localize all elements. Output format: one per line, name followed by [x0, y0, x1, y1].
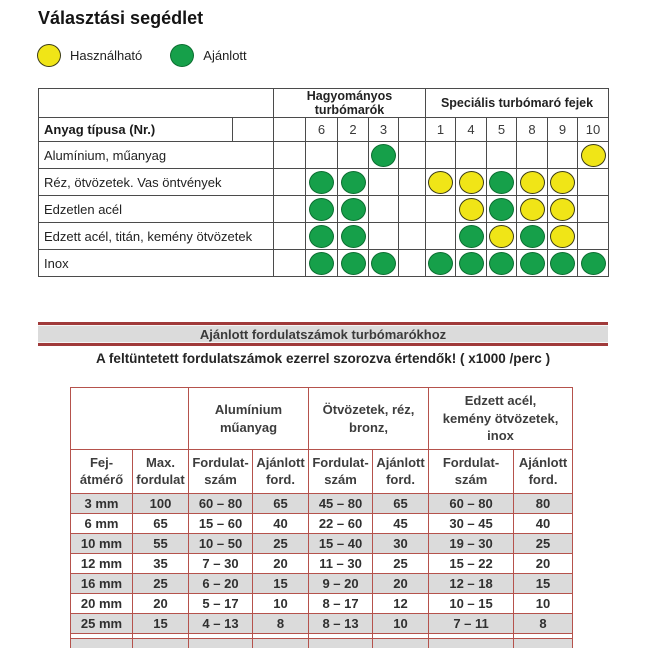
mark-cell: [426, 196, 456, 223]
diameter-cell: 10 mm: [71, 534, 133, 554]
diameter-cell: 16 mm: [71, 574, 133, 594]
speed-row: [71, 614, 573, 634]
recommended-dot: [550, 252, 575, 275]
material-group-header: Edzett acél, kemény ötvözetek, inox: [429, 388, 573, 450]
recommended-dot: [341, 171, 366, 194]
mark-cell: [487, 223, 517, 250]
mark-cell: [399, 250, 426, 277]
mark-cell: [369, 169, 399, 196]
spacer-header: [274, 118, 306, 142]
mark-cell: [338, 142, 369, 169]
recommended-dot: [341, 225, 366, 248]
tool-number-header-row: [39, 118, 609, 142]
usable-dot: [428, 171, 453, 194]
speed-row: [71, 534, 573, 554]
material-label: Réz, ötvözetek. Vas öntvények: [39, 169, 274, 196]
material-label: Edzett acél, titán, kemény ötvözetek: [39, 223, 274, 250]
mark-cell: [274, 250, 306, 277]
material-group-header-row: [71, 388, 573, 450]
mark-cell: [487, 250, 517, 277]
legend-recommended-label: Ajánlott: [203, 48, 247, 63]
mark-cell: [456, 250, 487, 277]
recommended-dot: [489, 171, 514, 194]
column-header: Fej- átmérő: [71, 450, 133, 494]
recommended-dot-icon: [170, 44, 194, 67]
recommended-dot: [520, 252, 545, 275]
tool-number-header: 6: [306, 118, 338, 142]
speed-cell: 10: [253, 594, 309, 614]
mark-cell: [426, 250, 456, 277]
mark-cell: [369, 250, 399, 277]
mark-cell: [399, 196, 426, 223]
mark-cell: [517, 196, 548, 223]
mark-cell: [399, 169, 426, 196]
material-label: Alumínium, műanyag: [39, 142, 274, 169]
material-row: [39, 250, 609, 277]
speed-cell: 15: [253, 574, 309, 594]
column-header: Fordulat- szám: [309, 450, 373, 494]
mark-cell: [306, 142, 338, 169]
mark-cell: [517, 142, 548, 169]
cutoff-cell: [309, 639, 373, 648]
selection-table: [38, 88, 609, 277]
mark-cell: [338, 169, 369, 196]
speed-table: [70, 387, 573, 648]
mark-cell: [426, 223, 456, 250]
mark-cell: [578, 169, 609, 196]
speed-cell: 12 – 18: [429, 574, 514, 594]
speed-cell: 100: [133, 494, 189, 514]
speed-row: [71, 594, 573, 614]
mark-cell: [548, 250, 578, 277]
material-group-header: Alumínium műanyag: [189, 388, 309, 450]
mark-cell: [456, 196, 487, 223]
usable-dot: [459, 198, 484, 221]
speed-cell: 55: [133, 534, 189, 554]
mark-cell: [338, 196, 369, 223]
diameter-cell: 6 mm: [71, 514, 133, 534]
column-group-conventional: Hagyományos turbómarók: [274, 89, 426, 118]
spacer-header: [399, 118, 426, 142]
mark-cell: [426, 142, 456, 169]
speed-cell: 10 – 50: [189, 534, 253, 554]
mark-cell: [274, 142, 306, 169]
usable-dot: [520, 198, 545, 221]
column-group-special: Speciális turbómaró fejek: [426, 89, 609, 118]
usable-dot: [459, 171, 484, 194]
mark-cell: [338, 250, 369, 277]
mark-cell: [548, 223, 578, 250]
speed-column-header-row: [71, 450, 573, 494]
speed-cell: 7 – 30: [189, 554, 253, 574]
material-row: [39, 169, 609, 196]
speed-row: [71, 494, 573, 514]
tool-number-header: 1: [426, 118, 456, 142]
mark-cell: [369, 196, 399, 223]
speed-cell: 40: [514, 514, 573, 534]
mark-cell: [578, 250, 609, 277]
speed-row: [71, 554, 573, 574]
speed-cell: 15 – 60: [189, 514, 253, 534]
recommended-dot: [309, 171, 334, 194]
mark-cell: [548, 169, 578, 196]
recommended-dot: [341, 198, 366, 221]
recommended-dot: [489, 252, 514, 275]
tool-number-header: 8: [517, 118, 548, 142]
multiplier-note: A feltüntetett fordulatszámok ezerrel szorozva értendők! ( x1000 /perc ): [95, 351, 551, 366]
recommended-dot: [459, 225, 484, 248]
speed-cell: 20: [373, 574, 429, 594]
column-header: Fordulat- szám: [429, 450, 514, 494]
speed-cell: 40: [253, 514, 309, 534]
speed-cell: 10: [373, 614, 429, 634]
cutoff-cell: [429, 639, 514, 648]
legend-usable-label: Használható: [70, 48, 143, 63]
speed-cell: 20: [133, 594, 189, 614]
speed-cell: 15 – 22: [429, 554, 514, 574]
column-header: Ajánlott ford.: [373, 450, 429, 494]
mark-cell: [274, 196, 306, 223]
column-header: Ajánlott ford.: [253, 450, 309, 494]
tool-number-header: 2: [338, 118, 369, 142]
speed-cell: 4 – 13: [189, 614, 253, 634]
mark-cell: [369, 223, 399, 250]
spacer-header: [233, 118, 274, 142]
speed-cell: 7 – 11: [429, 614, 514, 634]
speed-cell: 45 – 80: [309, 494, 373, 514]
recommended-dot: [309, 198, 334, 221]
usable-dot: [550, 171, 575, 194]
speed-cell: 25: [133, 574, 189, 594]
speed-cell: 80: [514, 494, 573, 514]
speed-cell: 65: [133, 514, 189, 534]
legend-item-recommended: [170, 44, 246, 67]
speed-cell: 20: [253, 554, 309, 574]
mark-cell: [426, 169, 456, 196]
material-row: [39, 142, 609, 169]
speed-cell: 45: [373, 514, 429, 534]
recommended-dot: [459, 252, 484, 275]
speed-cell: 8 – 13: [309, 614, 373, 634]
mark-cell: [578, 223, 609, 250]
speed-cell: 25: [373, 554, 429, 574]
diameter-cell: 3 mm: [71, 494, 133, 514]
usable-dot: [550, 198, 575, 221]
speed-cell: 60 – 80: [189, 494, 253, 514]
speed-cell: 8: [514, 614, 573, 634]
mark-cell: [399, 223, 426, 250]
mark-cell: [517, 250, 548, 277]
legend: [37, 44, 247, 67]
speed-cell: 6 – 20: [189, 574, 253, 594]
usable-dot: [581, 144, 606, 167]
speed-cell: 9 – 20: [309, 574, 373, 594]
column-header: Fordulat- szám: [189, 450, 253, 494]
speed-cell: 8: [253, 614, 309, 634]
speed-cell: 25: [514, 534, 573, 554]
mark-cell: [306, 250, 338, 277]
mark-cell: [306, 223, 338, 250]
recommended-dot: [520, 225, 545, 248]
mark-cell: [517, 169, 548, 196]
speed-cell: 19 – 30: [429, 534, 514, 554]
diameter-cell: 12 mm: [71, 554, 133, 574]
mark-cell: [517, 223, 548, 250]
material-group-header: Ötvözetek, réz, bronz,: [309, 388, 429, 450]
mark-cell: [578, 142, 609, 169]
cutoff-cell: [133, 639, 189, 648]
mark-cell: [399, 142, 426, 169]
mark-cell: [487, 196, 517, 223]
material-row: [39, 196, 609, 223]
speed-cell: 10 – 15: [429, 594, 514, 614]
tool-number-header: 5: [487, 118, 517, 142]
recommended-dot: [309, 252, 334, 275]
column-header: Max. fordulat: [133, 450, 189, 494]
speed-cell: 22 – 60: [309, 514, 373, 534]
usable-dot-icon: [37, 44, 61, 67]
tool-number-header: 4: [456, 118, 487, 142]
cutoff-row-gray: [71, 639, 573, 648]
page-title: Választási segédlet: [38, 8, 204, 28]
mark-cell: [274, 223, 306, 250]
speed-cell: 20: [514, 554, 573, 574]
cutoff-cell: [71, 639, 133, 648]
mark-cell: [306, 196, 338, 223]
usable-dot: [489, 225, 514, 248]
mark-cell: [548, 196, 578, 223]
cutoff-cell: [373, 639, 429, 648]
speed-table-corner-cell: [71, 388, 189, 450]
material-type-header: Anyag típusa (Nr.): [39, 118, 233, 142]
column-header: Ajánlott ford.: [514, 450, 573, 494]
recommended-speeds-banner: Ajánlott fordulatszámok turbómarókhoz: [38, 322, 608, 346]
selection-table-corner-cell: [39, 89, 274, 118]
mark-cell: [456, 169, 487, 196]
recommended-dot: [489, 198, 514, 221]
speed-cell: 12: [373, 594, 429, 614]
speed-cell: 8 – 17: [309, 594, 373, 614]
mark-cell: [548, 142, 578, 169]
speed-cell: 11 – 30: [309, 554, 373, 574]
tool-number-header: 9: [548, 118, 578, 142]
recommended-dot: [428, 252, 453, 275]
speed-cell: 30: [373, 534, 429, 554]
cutoff-cell: [253, 639, 309, 648]
speed-cell: 60 – 80: [429, 494, 514, 514]
speed-cell: 5 – 17: [189, 594, 253, 614]
mark-cell: [456, 223, 487, 250]
tool-number-header: 3: [369, 118, 399, 142]
recommended-dot: [341, 252, 366, 275]
mark-cell: [578, 196, 609, 223]
speed-cell: 15: [514, 574, 573, 594]
tool-number-header: 10: [578, 118, 609, 142]
mark-cell: [487, 169, 517, 196]
material-label: Inox: [39, 250, 274, 277]
mark-cell: [369, 142, 399, 169]
speed-cell: 15 – 40: [309, 534, 373, 554]
speed-row: [71, 574, 573, 594]
mark-cell: [306, 169, 338, 196]
usable-dot: [550, 225, 575, 248]
tool-group-header-row: [39, 89, 609, 118]
speed-cell: 10: [514, 594, 573, 614]
speed-cell: 65: [253, 494, 309, 514]
mark-cell: [456, 142, 487, 169]
diameter-cell: 25 mm: [71, 614, 133, 634]
recommended-dot: [371, 252, 396, 275]
speed-cell: 15: [133, 614, 189, 634]
recommended-dot: [581, 252, 606, 275]
speed-row: [71, 514, 573, 534]
cutoff-cell: [189, 639, 253, 648]
material-row: [39, 223, 609, 250]
speed-cell: 35: [133, 554, 189, 574]
usable-dot: [520, 171, 545, 194]
speed-cell: 65: [373, 494, 429, 514]
mark-cell: [338, 223, 369, 250]
cutoff-cell: [514, 639, 573, 648]
diameter-cell: 20 mm: [71, 594, 133, 614]
mark-cell: [487, 142, 517, 169]
recommended-dot: [309, 225, 334, 248]
mark-cell: [274, 169, 306, 196]
material-label: Edzetlen acél: [39, 196, 274, 223]
recommended-dot: [371, 144, 396, 167]
speed-cell: 30 – 45: [429, 514, 514, 534]
legend-item-usable: [37, 44, 142, 67]
speed-cell: 25: [253, 534, 309, 554]
